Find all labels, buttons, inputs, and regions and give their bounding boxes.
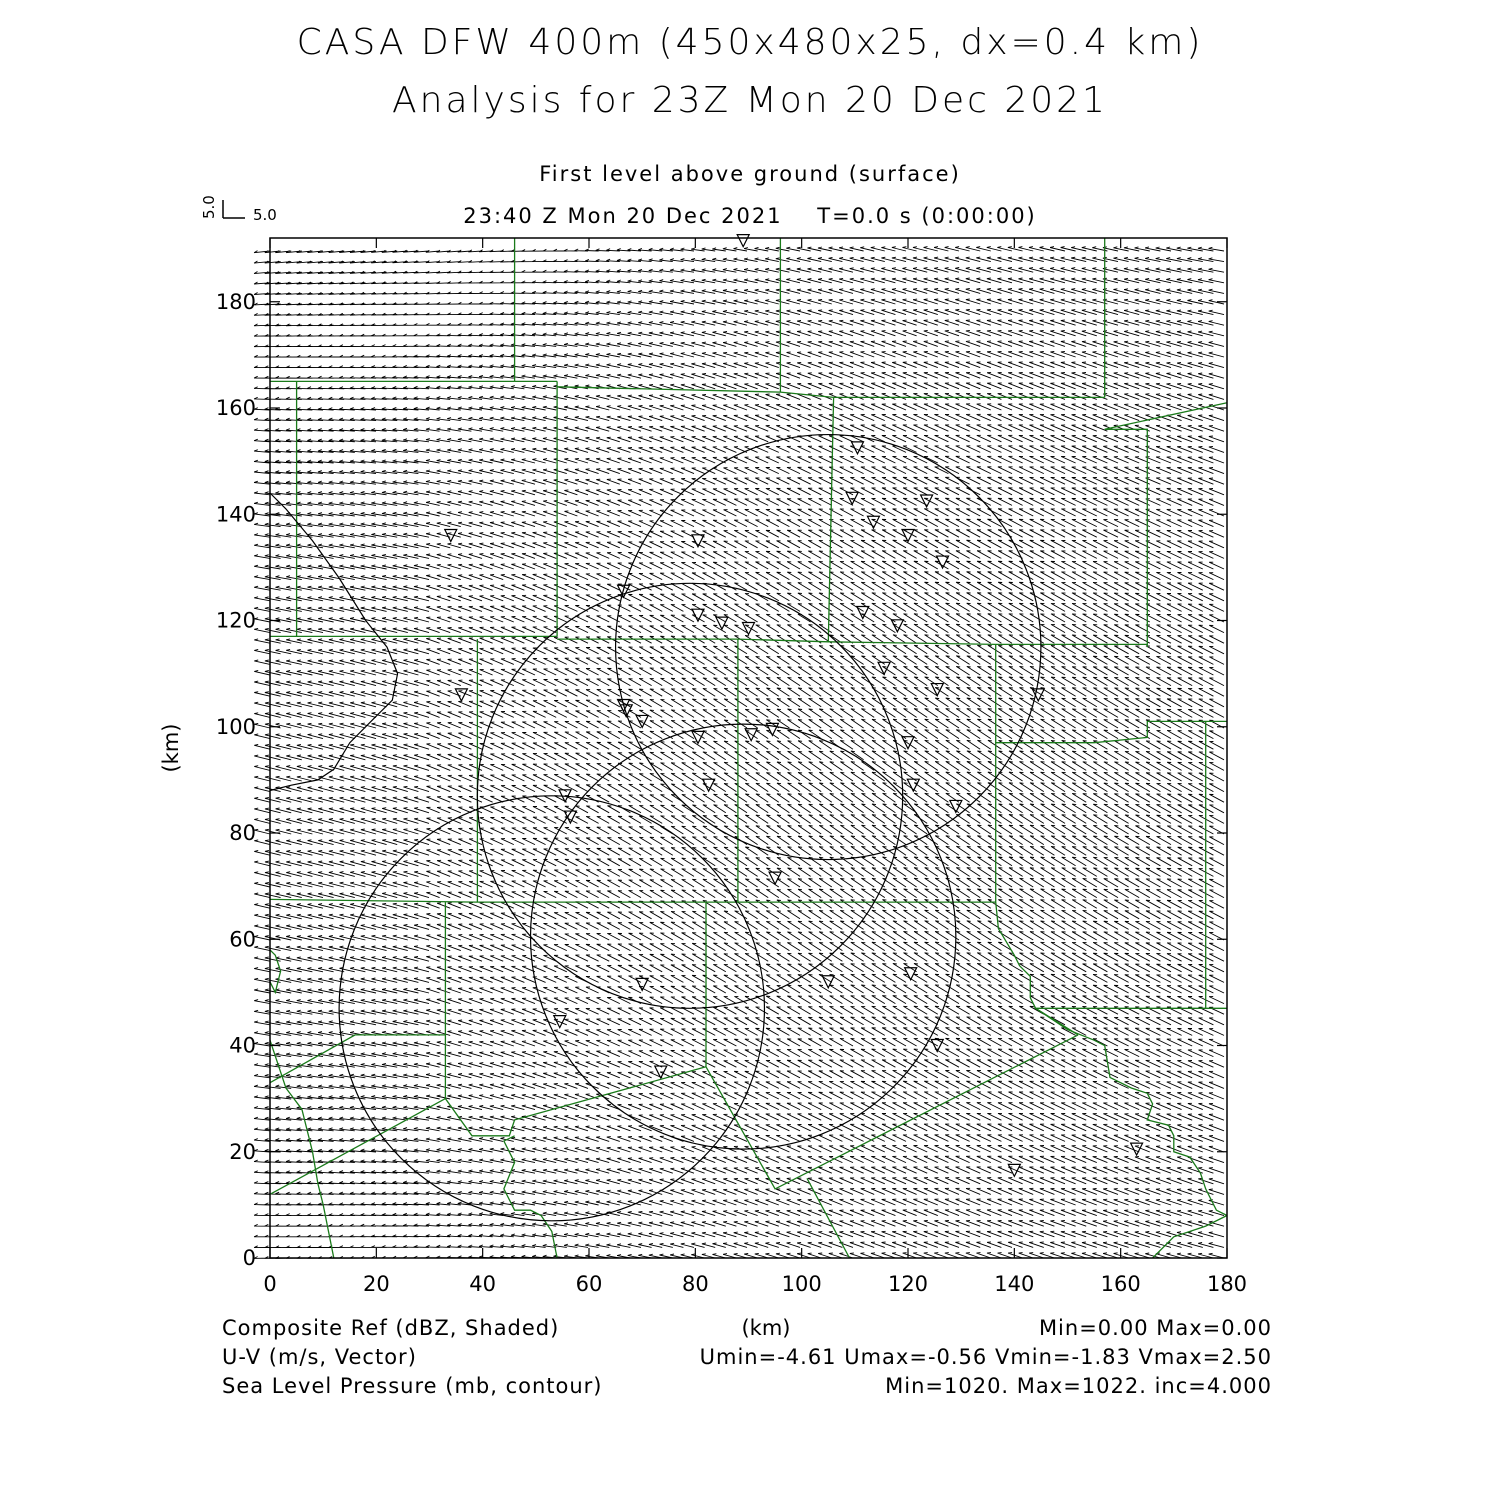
station-marker xyxy=(737,235,749,247)
footer-field3-label: Sea Level Pressure (mb, contour) xyxy=(222,1374,603,1398)
y-tick-label: 180 xyxy=(215,289,256,314)
y-tick-label: 80 xyxy=(229,821,256,845)
footer-field2-label: U-V (m/s, Vector) xyxy=(222,1345,417,1369)
y-tick-label: 140 xyxy=(215,502,256,527)
x-tick-label: 120 xyxy=(887,1272,929,1296)
y-axis-label: (km) xyxy=(159,723,183,773)
footer-field1-label: Composite Ref (dBZ, Shaded) xyxy=(222,1316,560,1340)
x-axis-label: (km) xyxy=(741,1316,791,1340)
footer-field2-stats: Umin=-4.61 Umax=-0.56 Vmin=-1.83 Vmax=2.50 xyxy=(699,1345,1272,1369)
footer-field1-stats: Min=0.00 Max=0.00 xyxy=(1038,1316,1272,1340)
y-tick-label: 40 xyxy=(229,1033,256,1058)
y-tick-label: 20 xyxy=(229,1139,256,1164)
county-line xyxy=(270,1040,334,1258)
x-tick-label: 60 xyxy=(575,1272,603,1296)
county-line xyxy=(996,721,1227,742)
footer-field3-stats: Min=1020. Max=1022. inc=4.000 xyxy=(885,1374,1272,1398)
title-line-1: CASA DFW 400m (450x480x25, dx=0.4 km) xyxy=(296,22,1204,63)
subtitle-level: First level above ground (surface) xyxy=(539,162,961,186)
title-line-2: Analysis for 23Z Mon 20 Dec 2021 xyxy=(392,80,1108,121)
county-line xyxy=(504,1136,557,1258)
station-marker xyxy=(902,737,914,749)
y-tick-label: 120 xyxy=(215,608,256,633)
x-tick-label: 180 xyxy=(1206,1272,1248,1296)
subtitle-time: 23:40 Z Mon 20 Dec 2021 T=0.0 s (0:00:00) xyxy=(463,204,1037,228)
wind-vector-field xyxy=(254,247,1224,1259)
radar-range-ring xyxy=(531,724,956,1149)
vector-key xyxy=(200,195,277,224)
y-tick-label: 100 xyxy=(215,714,256,739)
x-tick-label: 40 xyxy=(469,1272,497,1296)
x-tick-label: 160 xyxy=(1100,1272,1141,1296)
county-line xyxy=(1153,1216,1227,1259)
county-line xyxy=(706,1035,1078,1189)
y-tick-label: 60 xyxy=(229,927,256,952)
y-tick-label: 160 xyxy=(215,396,256,420)
vector-key-v-label: 5.0 xyxy=(200,195,218,219)
county-line xyxy=(1105,403,1227,430)
y-tick-label: 0 xyxy=(242,1246,256,1270)
station-marker xyxy=(905,968,917,980)
x-tick-label: 100 xyxy=(781,1272,822,1296)
x-tick-label: 20 xyxy=(362,1272,390,1296)
x-tick-label: 0 xyxy=(263,1272,277,1296)
station-marker xyxy=(636,978,648,990)
vector-key-u-label: 5.0 xyxy=(253,206,277,224)
x-tick-label: 80 xyxy=(681,1272,709,1296)
station-marker xyxy=(1008,1164,1020,1176)
x-tick-label: 140 xyxy=(994,1272,1035,1296)
county-line xyxy=(270,899,996,902)
wind-vectors xyxy=(254,247,1224,1259)
station-marker xyxy=(743,622,755,634)
